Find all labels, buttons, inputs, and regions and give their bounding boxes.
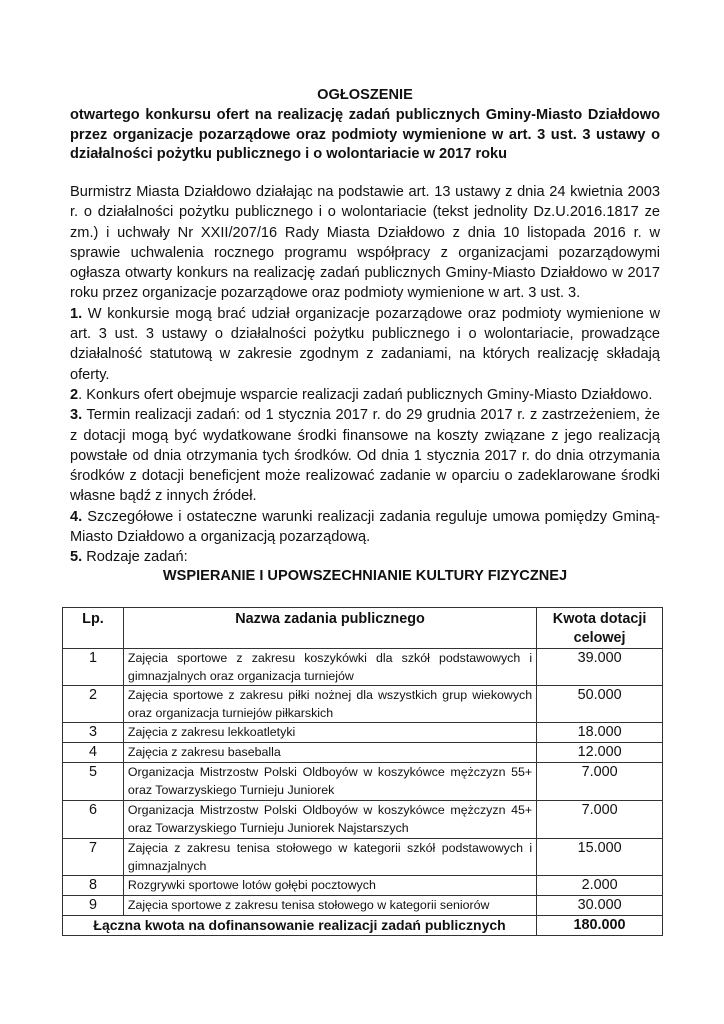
row-lp: 9 — [63, 896, 124, 916]
document-subtitle: otwartego konkursu ofert na realizację zadań publicznych Gminy-Miasto Działdowo przez organizacje pozarządowe oraz podmioty wymienione w art. 3 ust. 3 ustawy o działalności pożytku publicznego i o wolontariacie w 2017 roku — [70, 107, 660, 162]
row-task-name: Zajęcia sportowe z zakresu koszykówki dla szkół podstawowych i gimnazjalnych oraz organizacja turniejów — [123, 649, 536, 686]
table-row — [63, 896, 663, 916]
point-number: 4. — [70, 508, 83, 525]
row-lp: 1 — [63, 649, 124, 686]
header-task-name: Nazwa zadania publicznego — [123, 608, 536, 649]
point-text: . Konkurs ofert obejmuje wsparcie realizacji zadań publicznych Gminy-Miasto Działdowo. — [78, 386, 653, 403]
row-task-name: Rozgrywki sportowe lotów gołębi pocztowych — [123, 876, 536, 896]
document-title: OGŁOSZENIE — [317, 87, 413, 103]
row-task-name: Zajęcia z zakresu tenisa stołowego w kategorii szkół podstawowych i gimnazjalnych — [123, 839, 536, 876]
row-amount: 30.000 — [537, 896, 663, 916]
point-2 — [70, 385, 660, 405]
point-number: 5. — [70, 549, 83, 566]
row-task-name: Zajęcia sportowe z zakresu tenisa stołowego w kategorii seniorów — [123, 896, 536, 916]
row-task-name: Organizacja Mistrzostw Polski Oldboyów w koszykówce mężczyzn 45+ oraz Towarzyskiego Turnieju Juniorek Najstarszych — [123, 801, 536, 839]
point-3 — [70, 405, 660, 506]
tasks-table — [62, 607, 663, 936]
row-lp: 5 — [63, 763, 124, 801]
intro-paragraph: Burmistrz Miasta Działdowo działając na podstawie art. 13 ustawy z dnia 24 kwietnia 2003 r. o działalności pożytku publicznego i o wolontariacie (tekst jednolity Dz.U.2016.1817 ze zm.) i uchwały Nr XXII/207/16 Rady Miasta Działdowo z dnia 10 listopada 2016 r. w sprawie uchwalenia rocznego programu współpracy z organizacjami pozarządowymi ogłasza otwarty konkurs na realizację zadań publicznych Gminy-Miasto Działdowo w 2017 roku przez organizacje pozarządowe oraz podmioty wymienione w art. 3 ust. 3. — [70, 184, 660, 302]
table-row — [63, 839, 663, 876]
row-lp: 3 — [63, 723, 124, 743]
row-amount: 7.000 — [537, 763, 663, 801]
table-row — [63, 723, 663, 743]
row-amount: 15.000 — [537, 839, 663, 876]
row-amount: 7.000 — [537, 801, 663, 839]
table-header-row — [63, 608, 663, 649]
point-4 — [70, 507, 660, 548]
point-number: 1. — [70, 305, 83, 322]
point-5 — [70, 547, 660, 567]
table-row — [63, 876, 663, 896]
point-text: Termin realizacji zadań: od 1 stycznia 2017 r. do 29 grudnia 2017 r. z zastrzeżeniem, że z dotacji mogą być wydatkowane środki finansowe na koszty związane z jego realizacją powstałe od dnia otrzymania tych środków. Od dnia 1 stycznia 2017 r. do dnia otrzymania środków z dotacji beneficjent może realizować zadanie w oparciu o zadeklarowane środki własne bądź z innych źródeł. — [70, 407, 660, 505]
row-amount: 18.000 — [537, 723, 663, 743]
total-amount: 180.000 — [537, 916, 663, 936]
point-number: 2 — [70, 386, 79, 403]
point-text: W konkursie mogą brać udział organizacje pozarządowe oraz podmioty wymienione w art. 3 ust. 3 ustawy o działalności pożytku publicznego i o wolontariacie, prowadzące działalność statutową w zakresie zgodnym z zadaniami, na których realizację składają oferty. — [70, 305, 660, 383]
row-lp: 4 — [63, 743, 124, 763]
row-amount: 39.000 — [537, 649, 663, 686]
row-task-name: Zajęcia z zakresu baseballa — [123, 743, 536, 763]
table-row — [63, 649, 663, 686]
document-body — [70, 182, 660, 568]
row-lp: 6 — [63, 801, 124, 839]
row-lp: 7 — [63, 839, 124, 876]
row-task-name: Zajęcia z zakresu lekkoatletyki — [123, 723, 536, 743]
row-amount: 50.000 — [537, 686, 663, 723]
row-amount: 2.000 — [537, 876, 663, 896]
header-amount: Kwota dotacji celowej — [537, 608, 663, 649]
total-label: Łączna kwota na dofinansowanie realizacji zadań publicznych — [63, 916, 537, 936]
table-row — [63, 801, 663, 839]
table-row — [63, 763, 663, 801]
header-lp: Lp. — [63, 608, 124, 649]
table-row — [63, 686, 663, 723]
row-task-name: Zajęcia sportowe z zakresu piłki nożnej dla wszystkich grup wiekowych oraz organizacja turniejów piłkarskich — [123, 686, 536, 723]
point-text: Rodzaje zadań: — [82, 549, 188, 566]
table-total-row — [63, 916, 663, 936]
point-1 — [70, 304, 660, 385]
point-text: Szczegółowe i ostateczne warunki realizacji zadania reguluje umowa pomiędzy Gminą-Miasto Działdowo a organizacją pozarządową. — [70, 508, 660, 546]
row-task-name: Organizacja Mistrzostw Polski Oldboyów w koszykówce mężczyzn 55+ oraz Towarzyskiego Turnieju Juniorek — [123, 763, 536, 801]
table-row — [63, 743, 663, 763]
row-amount: 12.000 — [537, 743, 663, 763]
row-lp: 8 — [63, 876, 124, 896]
point-number: 3. — [70, 407, 83, 424]
row-lp: 2 — [63, 686, 124, 723]
section-title: WSPIERANIE I UPOWSZECHNIANIE KULTURY FIZYCZNEJ — [162, 568, 568, 584]
